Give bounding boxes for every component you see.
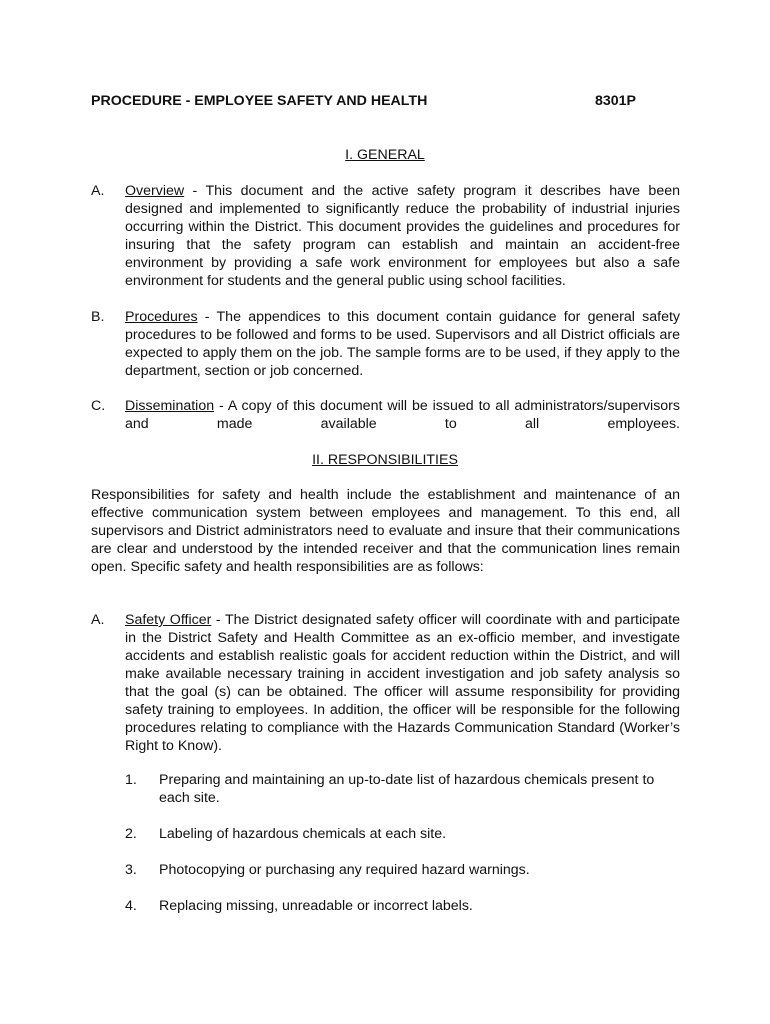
item-text: - The District designated safety officer will coordinate with and participate in the District Safety and Health Committee as an ex-officio member, and investigate accidents and establish realistic goals for accident reduction within the District, and will make available necessary training in accident investigation and job safety analysis so that the goal (s) can be obtained. The officer will assume responsibility for providing safety training to employees. In addition, the officer will be responsible for the following procedures relating to compliance with the Hazards Communication Standard (Worker’s Right to Know). — [125, 612, 681, 754]
section-title-general: I. GENERAL — [345, 147, 425, 163]
item-text: - This document and the active safety program it describes have been designed and implemented to significantly reduce the probability of industrial injuries occurring within the District. This document provides the guidelines and procedures for insuring that the safety program can establish and maintain an accident-free environment by providing a safe work environment for employees but also a safe environment for students and the general public using school facilities. — [125, 183, 680, 289]
list-item: 2. Labeling of hazardous chemicals at each site. — [125, 826, 447, 842]
item-text: - The appendices to this document contain guidance for general safety procedures to be followed and forms to be used. Supervisors and all District officials are expected to apply them on the job. The sample forms are to be used, if they apply to the department, section or job concerned. — [125, 309, 680, 379]
document-header — [91, 93, 636, 109]
item-heading: Safety Officer — [125, 612, 212, 628]
item-letter: A. — [91, 612, 105, 628]
list-item: 4. Replacing missing, unreadable or incorrect labels. — [125, 898, 473, 914]
list-item: 1. Preparing and maintaining an up-to-date list of hazardous chemicals present to each site. — [125, 772, 655, 806]
general-item-dissemination — [91, 397, 680, 433]
item-letter: A. — [91, 183, 105, 199]
section-title-responsibilities: II. RESPONSIBILITIES — [312, 452, 458, 468]
item-heading: Overview — [125, 183, 185, 199]
general-item-overview — [91, 182, 680, 290]
list-item: 3. Photocopying or purchasing any required hazard warnings. — [125, 862, 530, 878]
general-item-procedures — [91, 308, 680, 380]
item-heading: Dissemination — [125, 398, 215, 414]
item-text: - A copy of this document will be issued to all administrators/supervisors and made available to all employees. — [125, 398, 680, 432]
document-title: PROCEDURE - EMPLOYEE SAFETY AND HEALTH — [91, 93, 428, 109]
item-letter: B. — [91, 309, 105, 325]
responsibilities-intro: Responsibilities for safety and health include the establishment and maintenance of an effective communication system between employees and management. To this end, all supervisors and District administrators need to evaluate and insure that their communications are clear and understood by the intended receiver and that the communication lines remain open. Specific safety and health responsibilities are as follows: — [91, 487, 680, 576]
item-heading: Procedures — [125, 309, 198, 325]
document-code: 8301P — [594, 93, 636, 109]
item-letter: C. — [91, 398, 106, 414]
responsibilities-item-safety-officer — [91, 611, 680, 755]
